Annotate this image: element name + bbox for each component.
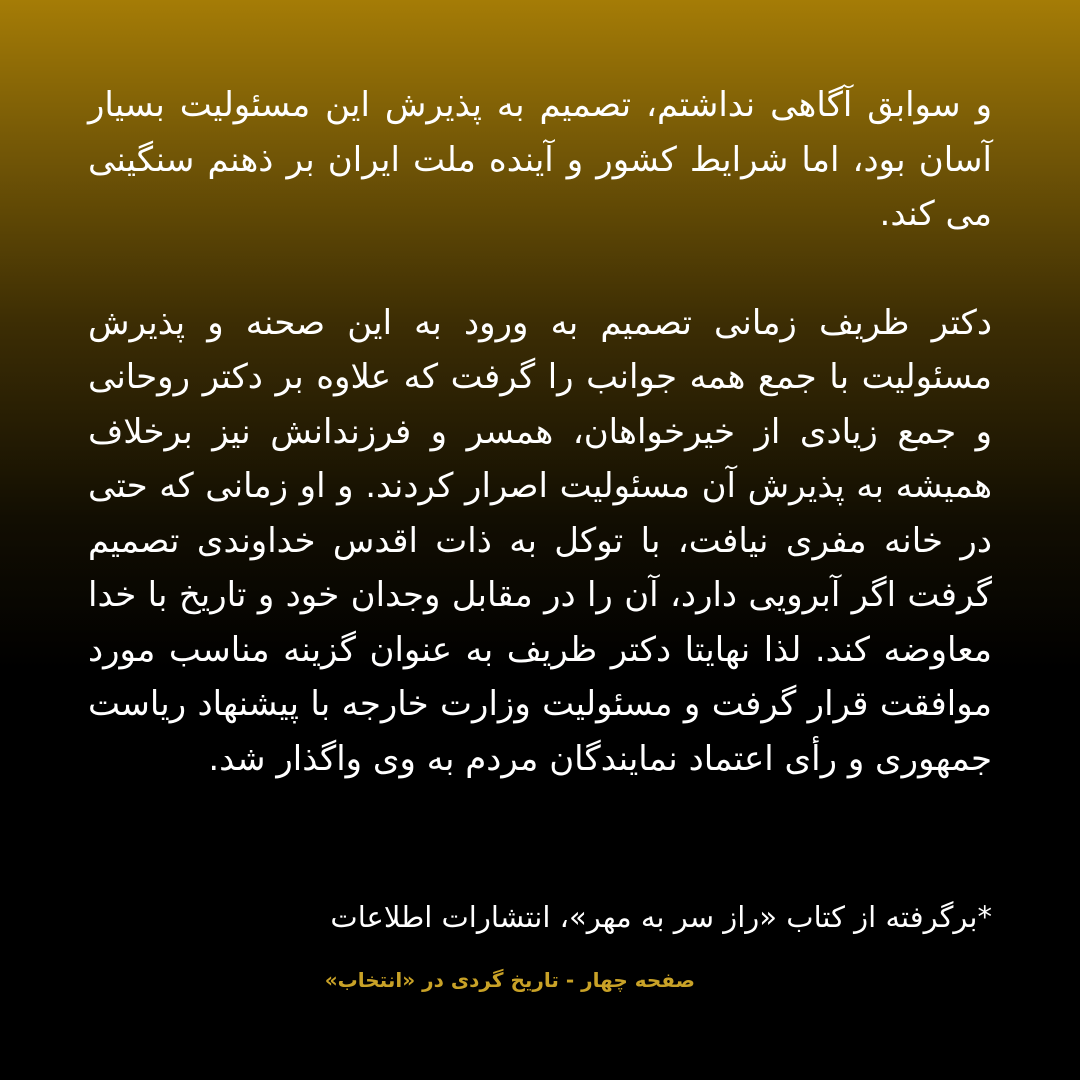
body-paragraph-1: و سوابق آگاهی نداشتم، تصمیم به پذیرش این مسئولیت بسیار آسان بود، اما شرایط کشور و آینده ملت ایران بر ذهنم سنگینی می کند. [88, 85, 992, 234]
source-citation: *برگرفته از کتاب «راز سر به مهر»، انتشارات اطلاعات [330, 900, 992, 934]
page-footer-caption: صفحه چهار - تاریخ گردی در «انتخاب» [324, 968, 695, 992]
body-paragraph-2: دکتر ظریف زمانی تصمیم به ورود به این صحنه و پذیرش مسئولیت با جمع همه جوانب را گرفت که علاوه بر دکتر روحانی و جمع زیادی از خیرخواهان، همسر و فرزندانش نیز برخلاف همیشه به پذیرش آن مسئولیت اصرار کردند. و او زمانی که حتی در خانه مفری نیافت، با توکل به ذات اقدس خداوندی تصمیم گرفت اگر آبرویی دارد، آن را در مقابل وجدان خود و تاریخ با خدا معاوضه کند. لذا نهایتا دکتر ظریف به عنوان گزینه مناسب مورد موافقت قرار گرفت و مسئولیت وزارت خارجه با پیشنهاد ریاست جمهوری و رأی اعتماد نمایندگان مردم به وی واگذار شد. [88, 302, 992, 779]
article-body [88, 78, 992, 786]
